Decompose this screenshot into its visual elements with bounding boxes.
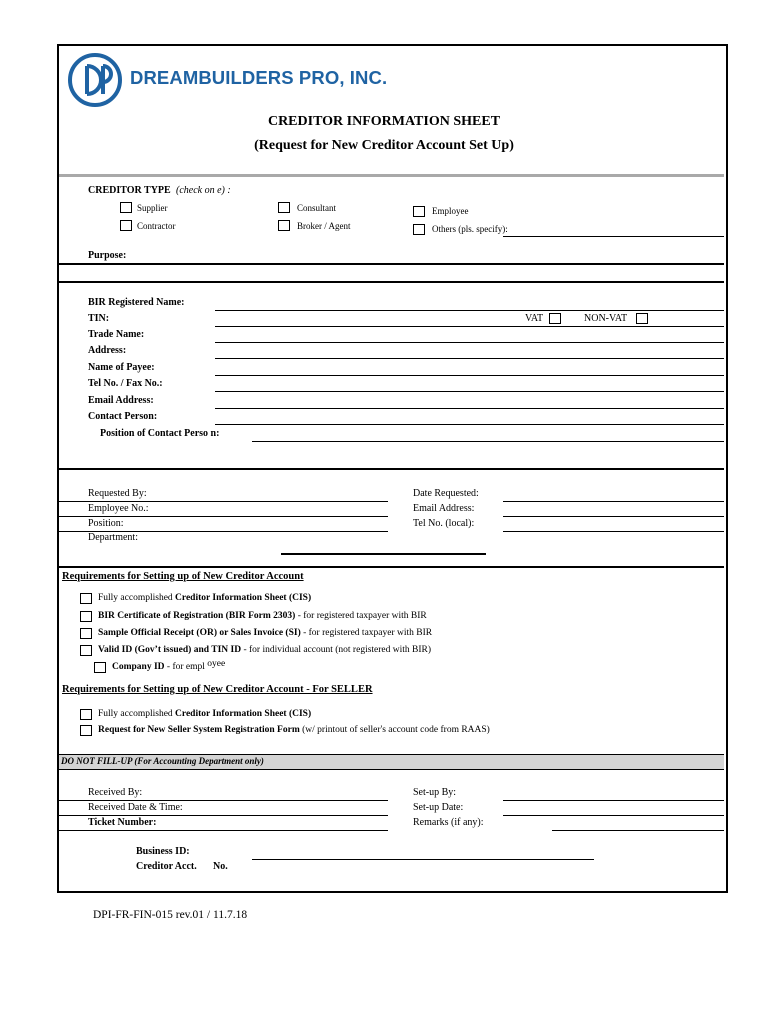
- bir-name-field[interactable]: [215, 310, 724, 311]
- vat-label: VAT: [525, 313, 544, 324]
- remarks-label: Remarks (if any):: [413, 817, 484, 828]
- creditor-type-label: CREDITOR TYPE: [88, 185, 171, 196]
- employee-no-field[interactable]: [59, 516, 388, 517]
- signature-line[interactable]: [281, 553, 486, 555]
- tin-label: TIN:: [88, 313, 110, 324]
- requirement-id-label: Valid ID (Gov’t issued) and TIN ID - for individual account (not registered with BIR): [98, 645, 432, 655]
- received-datetime-field[interactable]: [59, 815, 388, 816]
- setup-by-field[interactable]: [503, 800, 724, 801]
- setup-by-label: Set-up By:: [413, 787, 457, 798]
- received-datetime-label: Received Date & Time:: [88, 802, 183, 813]
- seller-registration-checkbox[interactable]: [80, 725, 92, 736]
- contact-person-label: Contact Person:: [88, 411, 158, 422]
- bir-name-label: BIR Registered Name:: [88, 297, 185, 308]
- requested-by-field[interactable]: [59, 501, 388, 502]
- tel-fax-field[interactable]: [215, 391, 724, 392]
- requested-by-label: Requested By:: [88, 488, 147, 499]
- creditor-type-hint: (check on e) :: [176, 185, 231, 196]
- remarks-field[interactable]: [552, 830, 724, 831]
- trade-name-label: Trade Name:: [88, 329, 145, 340]
- non-vat-label: NON-VAT: [584, 313, 628, 324]
- broker-agent-label: Broker / Agent: [297, 221, 351, 231]
- requirement-company-id-label: Company ID - for empl oyee: [112, 659, 226, 672]
- purpose-field-bottom: [59, 281, 724, 283]
- purpose-divider: [59, 263, 724, 265]
- ticket-number-field[interactable]: [59, 830, 388, 831]
- header-divider: [59, 174, 724, 177]
- consultant-label: Consultant: [297, 203, 337, 213]
- broker-agent-checkbox[interactable]: [278, 220, 290, 231]
- requirement-id-checkbox[interactable]: [80, 645, 92, 656]
- tel-local-label: Tel No. (local):: [413, 518, 475, 529]
- date-requested-label: Date Requested:: [413, 488, 479, 499]
- requirement-or-label: Sample Official Receipt (OR) or Sales Invoice (SI) - for registered taxpayer with BIR: [98, 628, 433, 638]
- payee-label: Name of Payee:: [88, 362, 155, 373]
- requirements-heading: Requirements for Setting up of New Creditor Account: [62, 571, 304, 582]
- form-subtitle: (Request for New Creditor Account Set Up): [254, 138, 514, 153]
- trade-name-field[interactable]: [215, 342, 724, 343]
- received-by-field[interactable]: [59, 800, 388, 801]
- email-field[interactable]: [215, 408, 724, 409]
- address-label: Address:: [88, 345, 127, 356]
- others-label: Others (pls. specify):: [432, 224, 508, 234]
- business-id-field[interactable]: [252, 859, 594, 860]
- employee-checkbox[interactable]: [413, 206, 425, 217]
- requirement-cis-checkbox[interactable]: [80, 593, 92, 604]
- position-label: Position:: [88, 518, 124, 529]
- vat-checkbox[interactable]: [549, 313, 561, 324]
- seller-cis-label: Fully accomplished Creditor Information Sheet (CIS): [98, 709, 312, 719]
- requirement-bir-checkbox[interactable]: [80, 611, 92, 622]
- seller-registration-label: Request for New Seller System Registration Form (w/ printout of seller's account code from RAAS): [98, 725, 490, 735]
- creditor-acct-no-label: No.: [213, 861, 228, 872]
- form-code: DPI-FR-FIN-015 rev.01 / 11.7.18: [93, 909, 248, 921]
- creditor-acct-label: Creditor Acct.: [136, 861, 197, 872]
- supplier-label: Supplier: [137, 203, 168, 213]
- tel-fax-label: Tel No. / Fax No.:: [88, 378, 163, 389]
- accounting-banner: DO NOT FILL-UP (For Accounting Department only): [61, 756, 264, 766]
- consultant-checkbox[interactable]: [278, 202, 290, 213]
- tin-field[interactable]: [215, 326, 724, 327]
- requester-email-field[interactable]: [503, 516, 724, 517]
- supplier-checkbox[interactable]: [120, 202, 132, 213]
- others-checkbox[interactable]: [413, 224, 425, 235]
- ticket-number-label: Ticket Number:: [88, 817, 157, 828]
- purpose-label: Purpose:: [88, 250, 127, 261]
- contractor-checkbox[interactable]: [120, 220, 132, 231]
- date-requested-field[interactable]: [503, 501, 724, 502]
- contractor-label: Contractor: [137, 221, 176, 231]
- contact-person-field[interactable]: [215, 424, 724, 425]
- tel-local-field[interactable]: [503, 531, 724, 532]
- email-label: Email Address:: [88, 395, 154, 406]
- company-logo-icon: [67, 52, 127, 108]
- setup-date-label: Set-up Date:: [413, 802, 464, 813]
- payee-field[interactable]: [215, 375, 724, 376]
- contact-position-label: Position of Contact Perso n:: [100, 428, 220, 439]
- requester-divider: [59, 566, 724, 568]
- seller-cis-checkbox[interactable]: [80, 709, 92, 720]
- non-vat-checkbox[interactable]: [636, 313, 648, 324]
- others-specify-field[interactable]: [503, 236, 724, 237]
- requirement-or-checkbox[interactable]: [80, 628, 92, 639]
- employee-no-label: Employee No.:: [88, 503, 149, 514]
- requirement-company-id-checkbox[interactable]: [94, 662, 106, 673]
- requirement-cis-label: Fully accomplished Creditor Information Sheet (CIS): [98, 593, 312, 603]
- setup-date-field[interactable]: [503, 815, 724, 816]
- received-by-label: Received By:: [88, 787, 143, 798]
- business-id-label: Business ID:: [136, 846, 190, 857]
- seller-requirements-heading: Requirements for Setting up of New Creditor Account - For SELLER: [62, 684, 373, 695]
- department-label: Department:: [88, 532, 138, 543]
- form-title: CREDITOR INFORMATION SHEET: [267, 114, 501, 129]
- details-divider: [59, 468, 724, 470]
- requester-email-label: Email Address:: [413, 503, 475, 514]
- requirement-bir-label: BIR Certificate of Registration (BIR Form 2303) - for registered taxpayer with BIR: [98, 611, 427, 621]
- company-name: DREAMBUILDERS PRO, INC.: [130, 67, 388, 88]
- employee-label: Employee: [432, 206, 469, 216]
- contact-position-field[interactable]: [252, 441, 724, 442]
- address-field[interactable]: [215, 358, 724, 359]
